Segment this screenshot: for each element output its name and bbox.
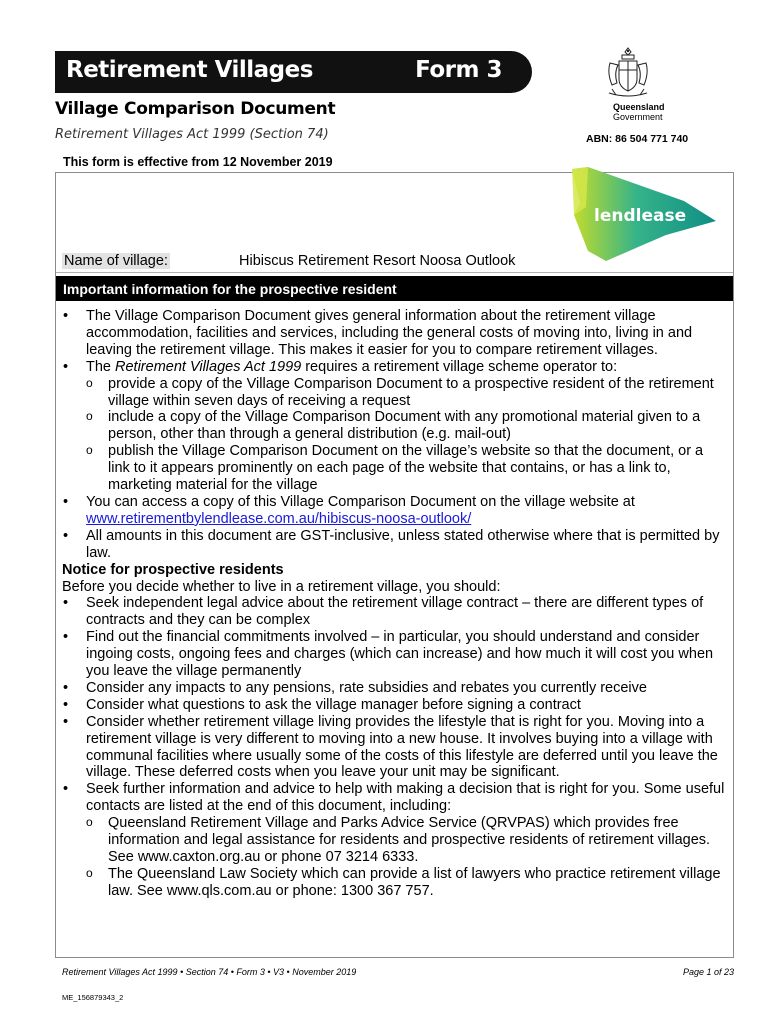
- act-name: Retirement Villages Act 1999: [115, 358, 302, 375]
- sub-list-item: o The Queensland Law Society which can provide a list of lawyers who practice retirement village law. See www.qls.com.au or phone: 1300 367 757.: [62, 866, 726, 900]
- notice-heading: Notice for prospective residents: [62, 561, 284, 578]
- divider: [56, 272, 733, 273]
- page-number: Page 1 of 23: [682, 967, 734, 977]
- list-item: • Seek independent legal advice about the retirement village contract – there are different types of contracts and they can be complex: [62, 595, 726, 629]
- sub-list-item: o provide a copy of the Village Comparison Document to a prospective resident of the retirement village within seven days of receiving a request: [62, 376, 726, 410]
- list-item-text: You can access a copy of this Village Comparison Document on the village website at: [86, 493, 635, 510]
- notice-list: [62, 595, 726, 899]
- village-website-link[interactable]: www.retirementbylendlease.com.au/hibiscus-noosa-outlook/: [86, 510, 472, 527]
- form-number: Form 3: [415, 57, 502, 83]
- village-name-label: Name of village:: [64, 253, 168, 269]
- government-name: Queensland: [613, 102, 665, 112]
- footer-reference: Retirement Villages Act 1999 • Section 74 • Form 3 • V3 • November 2019: [62, 967, 357, 977]
- list-item: [62, 494, 726, 528]
- government-label: Government: [613, 112, 663, 122]
- sub-list-item: o publish the Village Comparison Document on the village’s website so that the document, or a link to it appears prominently on each page of the website that contains, or has a link to, marketing material for the village: [62, 443, 726, 494]
- document-id: ME_156879343_2: [62, 993, 124, 1002]
- important-info-heading: Important information for the prospective resident: [63, 281, 397, 297]
- lendlease-wordmark: lendlease: [594, 206, 687, 226]
- lendlease-logo: [566, 163, 716, 263]
- notice-intro: Before you decide whether to live in a retirement village, you should:: [62, 578, 501, 595]
- important-info-bar: [56, 276, 733, 301]
- list-item-text: requires a retirement village scheme operator to:: [301, 358, 618, 375]
- list-item-text: The: [86, 358, 116, 375]
- sub-list-item: o include a copy of the Village Comparison Document with any promotional material given to a person, other than through a general distribution (e.g. mail-out): [62, 409, 726, 443]
- important-info-list: [62, 308, 726, 562]
- list-item: • All amounts in this document are GST-inclusive, unless stated otherwise where that is permitted by law.: [62, 528, 726, 562]
- list-item: • The Village Comparison Document gives general information about the retirement village accommodation, facilities and services, including the general costs of moving into, living in and leaving the retirement village. This makes it easier for you to compare retirement villages.: [62, 308, 726, 359]
- queensland-crest-icon: [604, 45, 652, 103]
- list-item: • Find out the financial commitments involved – in particular, you should understand and consider ingoing costs, ongoing fees and charges (which can increase) and how much it will cost you when you leave the village permanently: [62, 629, 726, 680]
- list-item: • Seek further information and advice to help with making a decision that is right for you. Some useful contacts are listed at the end of this document, including:: [62, 781, 726, 815]
- act-reference: Retirement Villages Act 1999 (Section 74): [55, 127, 329, 142]
- list-item: • Consider whether retirement village living provides the lifestyle that is right for you. Moving into a retirement village is very different to moving into a new house. It involves buying into a village with communal facilities where usually some of the costs of this lifestyle are deferred until you leave the village. These deferred costs when you leave your unit may be significant.: [62, 714, 726, 782]
- sub-list-item: o Queensland Retirement Village and Parks Advice Service (QRVPAS) which provides free information and legal assistance for residents and prospective residents of retirement villages. See www.caxton.org.au or phone 07 3214 6333.: [62, 815, 726, 866]
- document-subtitle: Village Comparison Document: [55, 99, 336, 119]
- list-item: [62, 359, 726, 376]
- abn-number: ABN: 86 504 771 740: [586, 133, 689, 145]
- form-banner: [55, 51, 532, 93]
- village-name-value: Hibiscus Retirement Resort Noosa Outlook: [239, 253, 516, 269]
- form-title: Retirement Villages: [66, 57, 313, 83]
- document-body: [62, 308, 726, 900]
- effective-date: This form is effective from 12 November 2019: [63, 155, 333, 169]
- list-item: • Consider any impacts to any pensions, rate subsidies and rebates you currently receive: [62, 680, 726, 697]
- list-item: • Consider what questions to ask the village manager before signing a contract: [62, 697, 726, 714]
